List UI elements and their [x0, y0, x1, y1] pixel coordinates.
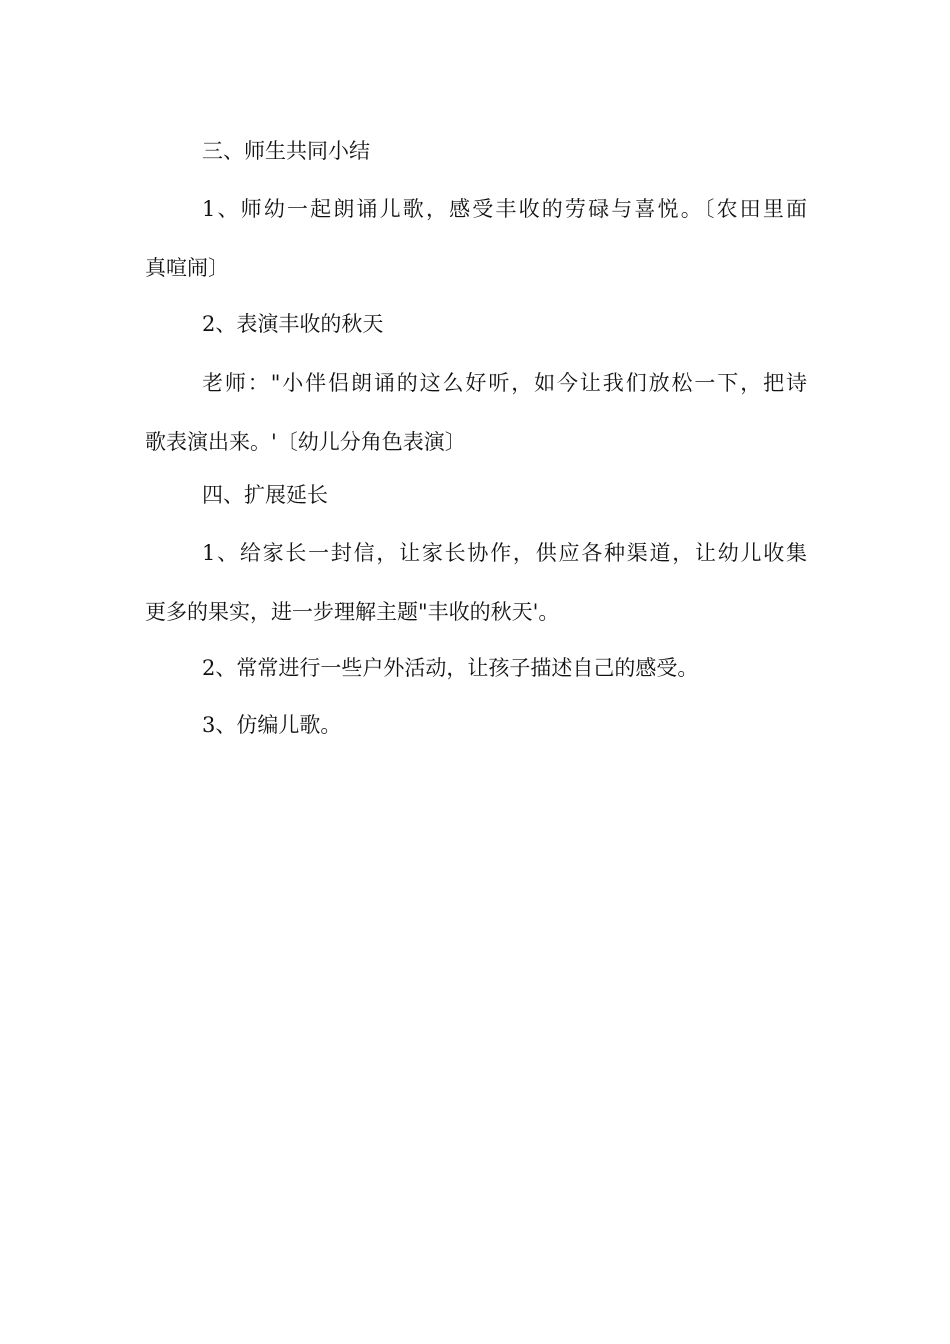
section-heading-summary: 三、师生共同小结 — [202, 139, 370, 163]
paragraph-line: 真喧闹〕 — [145, 256, 229, 280]
paragraph-line: 老师："小伴侣朗诵的这么好听，如今让我们放松一下，把诗 — [202, 371, 807, 395]
section-heading-extension: 四、扩展延长 — [202, 483, 328, 507]
paragraph-line: 更多的果实，进一步理解主题"丰收的秋天'。 — [145, 600, 560, 624]
paragraph-imitate-song: 3、仿编儿歌。 — [202, 713, 342, 737]
item-heading-perform: 2、表演丰收的秋天 — [202, 312, 384, 336]
paragraph-outdoor-activity: 2、常常进行一些户外活动，让孩子描述自己的感受。 — [202, 656, 699, 680]
paragraph-line: 1、给家长一封信，让家长协作，供应各种渠道，让幼儿收集 — [202, 541, 807, 565]
paragraph-teacher-quote — [145, 354, 807, 472]
paragraph-recite-song — [145, 180, 807, 298]
paragraph-parent-letter — [145, 524, 807, 642]
paragraph-line: 1、师幼一起朗诵儿歌，感受丰收的劳碌与喜悦。〔农田里面 — [202, 197, 807, 221]
paragraph-line: 歌表演出来。'〔幼儿分角色表演〕 — [145, 430, 466, 454]
